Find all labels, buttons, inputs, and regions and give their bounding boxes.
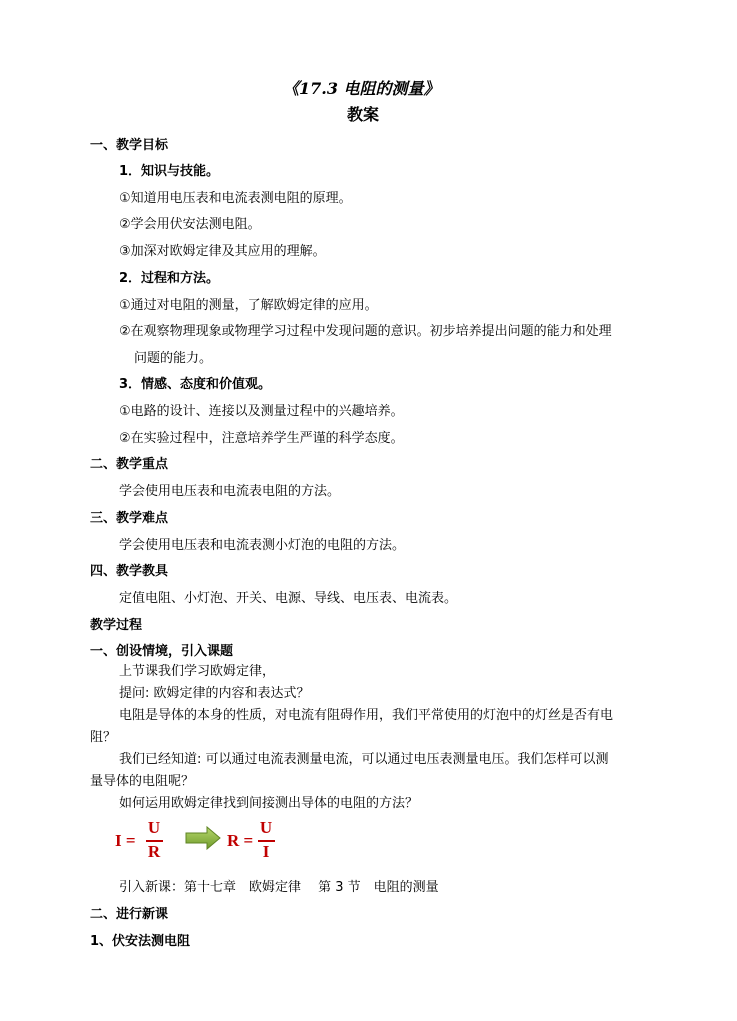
section-heading-key-points: 二、教学重点	[90, 457, 169, 472]
paragraph-line: 如何运用欧姆定律找到间接测出导体的电阻的方法？	[119, 796, 419, 811]
list-item: ①知道用电压表和电流表测电阻的原理。	[119, 191, 352, 206]
formula-left-denominator: R	[147, 842, 161, 861]
section-heading-materials: 四、教学教具	[90, 564, 169, 579]
paragraph-line: 电阻是导体的本身的性质，对电流有阻碍作用，我们平常使用的灯泡中的灯丝是否有电	[119, 708, 614, 723]
list-item-continuation: 问题的能力。	[134, 351, 213, 366]
formula-left-lhs: I =	[115, 831, 136, 850]
document-title: 《17.3 电阻的测量》	[283, 79, 440, 98]
subheading-knowledge: 1．知识与技能。	[119, 164, 220, 179]
subheading-attitude: 3．情感、态度和价值观。	[119, 377, 272, 392]
subheading-process: 2．过程和方法。	[119, 271, 220, 286]
list-item: ②学会用伏安法测电阻。	[119, 217, 261, 232]
process-heading-introduction: 一、创设情境，引入课题	[90, 644, 234, 659]
list-item: ②在观察物理现象或物理学习过程中发现问题的意识。初步培养提出问题的能力和处理	[119, 324, 612, 339]
paragraph-line: 我们已经知道: 可以通过电流表测量电流，可以通过电压表测量电压。我们怎样可以测	[119, 752, 609, 767]
list-item: ②在实验过程中，注意培养学生严谨的科学态度。	[119, 431, 404, 446]
right-arrow-icon	[185, 826, 221, 850]
paragraph-line: 上节课我们学习欧姆定律，	[119, 664, 276, 679]
paragraph-line: 提问: 欧姆定律的内容和表达式？	[119, 686, 310, 701]
formula-right-denominator: I	[262, 842, 270, 861]
section-heading-teaching-process: 教学过程	[90, 618, 143, 633]
list-item: ③加深对欧姆定律及其应用的理解。	[119, 244, 326, 259]
list-item: ①电路的设计、连接以及测量过程中的兴趣培养。	[119, 404, 404, 419]
list-item: ①通过对电阻的测量，了解欧姆定律的应用。	[119, 298, 378, 313]
paragraph-line: 阻？	[90, 730, 117, 745]
formula-left-numerator: U	[147, 818, 161, 837]
section-heading-objectives: 一、教学目标	[90, 138, 169, 153]
section-heading-difficulties: 三、教学难点	[90, 511, 169, 526]
section-text: 学会使用电压表和电流表电阻的方法。	[119, 484, 341, 499]
document-subtitle: 教案	[347, 105, 380, 124]
process-heading-voltammetry: 1、伏安法测电阻	[90, 934, 191, 949]
section-text: 定值电阻、小灯泡、开关、电源、导线、电压表、电流表。	[119, 591, 458, 606]
paragraph-line: 量导体的电阻呢？	[90, 774, 195, 789]
formula-right-numerator: U	[259, 818, 273, 837]
intro-new-lesson: 引入新课：第十七章 欧姆定律 第 3 节 电阻的测量	[119, 880, 439, 895]
section-text: 学会使用电压表和电流表测小灯泡的电阻的方法。	[119, 538, 406, 553]
formula-right-lhs: R =	[227, 831, 254, 850]
process-heading-new-lesson: 二、进行新课	[90, 907, 169, 922]
